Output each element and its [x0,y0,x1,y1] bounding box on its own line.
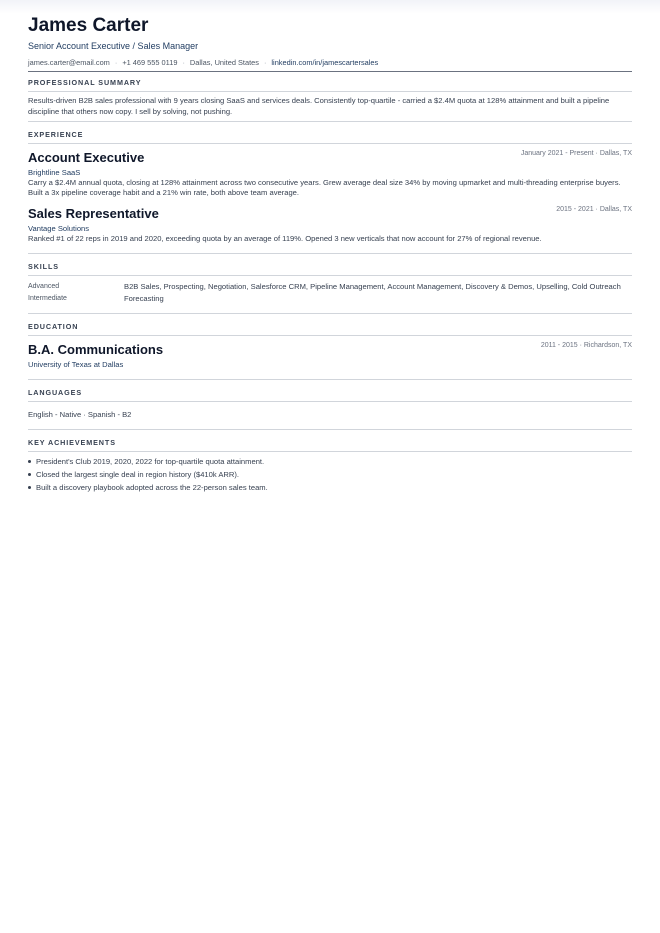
degree-title: B.A. Communications [28,342,164,357]
skill-list: Forecasting [124,294,164,303]
section-title-experience: EXPERIENCE [28,130,84,139]
list-item: Built a discovery playbook adopted across the 22-person sales team. [28,481,632,494]
job-description: Carry a $2.4M annual quota, closing at 128% attainment across two consecutive years. Grew average deal size 34% by moving upmarket and multi-threading enterprise buyers. Built a 3x pipeline coverage habit and a 21% win rate, both above team average. [28,178,621,197]
section-title-skills: SKILLS [28,262,59,271]
top-band [0,0,660,14]
contact-separator: · [114,58,118,67]
section-divider [28,451,632,452]
section-title-education: EDUCATION [28,322,79,331]
section-divider [28,429,632,430]
section-divider [28,275,632,276]
email-text: james.carter@email.com [28,58,110,67]
job-dates-location: 2015 - 2021 · Dallas, TX [556,206,632,213]
resume-page [28,14,632,494]
summary-text: Results-driven B2B sales professional with 9 years closing SaaS and services deals. Consistently top-quartile - carried a $2.4M quota at 128% attainment and built a pipeline discipline that others now copy. I sell by solving, not pushing. [28,96,610,116]
section-title-summary: PROFESSIONAL SUMMARY [28,78,142,87]
skill-level: Intermediate [28,295,67,302]
section-divider [28,335,632,336]
achievements-list [28,455,632,494]
section-divider [28,253,632,254]
section-divider [28,121,632,122]
section-divider [28,313,632,314]
section-title-achievements: KEY ACHIEVEMENTS [28,438,116,447]
job-description: Ranked #1 of 22 reps in 2019 and 2020, exceeding quota by an average of 119%. Opened 3 new verticals that now account for 27% of regional revenue. [28,234,542,243]
section-divider [28,91,632,92]
phone-text: +1 469 555 0119 [122,58,178,67]
skill-level: Advanced [28,283,60,290]
entry-header [28,205,632,222]
job-dates-location: January 2021 - Present · Dallas, TX [520,150,632,157]
location-text: Dallas, United States [189,58,259,67]
candidate-headline: Senior Account Executive / Sales Manager [28,41,199,51]
contact-separator: · [263,58,267,67]
section-divider [28,379,632,380]
experience-entry [28,205,632,244]
job-title: Account Executive [28,150,145,165]
section-divider [28,401,632,402]
list-item: Closed the largest single deal in region history ($410k ARR). [28,468,632,481]
skill-row-advanced [28,282,632,292]
header-divider [28,71,632,72]
section-title-languages: LANGUAGES [28,388,83,397]
entry-header [28,341,632,358]
job-title: Sales Representative [28,206,159,221]
experience-entry [28,149,632,198]
section-divider [28,143,632,144]
education-dates-location: 2011 - 2015 · Richardson, TX [540,342,632,349]
contact-separator: · [182,58,185,67]
skill-row-intermediate [28,294,632,304]
languages-text: English - Native · Spanish - B2 [28,410,132,419]
education-entry [28,341,632,370]
skill-list: B2B Sales, Prospecting, Negotiation, Salesforce CRM, Pipeline Management, Account Management, Discovery & Demos, Upselling, Cold Outreach [124,282,621,291]
candidate-name: James Carter [28,15,149,36]
company-name: Vantage Solutions [28,224,90,233]
list-item: President's Club 2019, 2020, 2022 for top-quartile quota attainment. [28,455,632,468]
linkedin-link[interactable]: linkedin.com/in/jamescartersales [271,58,379,67]
company-name: Brightline SaaS [28,168,81,177]
school-name: University of Texas at Dallas [28,360,124,369]
contact-line [28,58,632,68]
entry-header [28,149,632,166]
